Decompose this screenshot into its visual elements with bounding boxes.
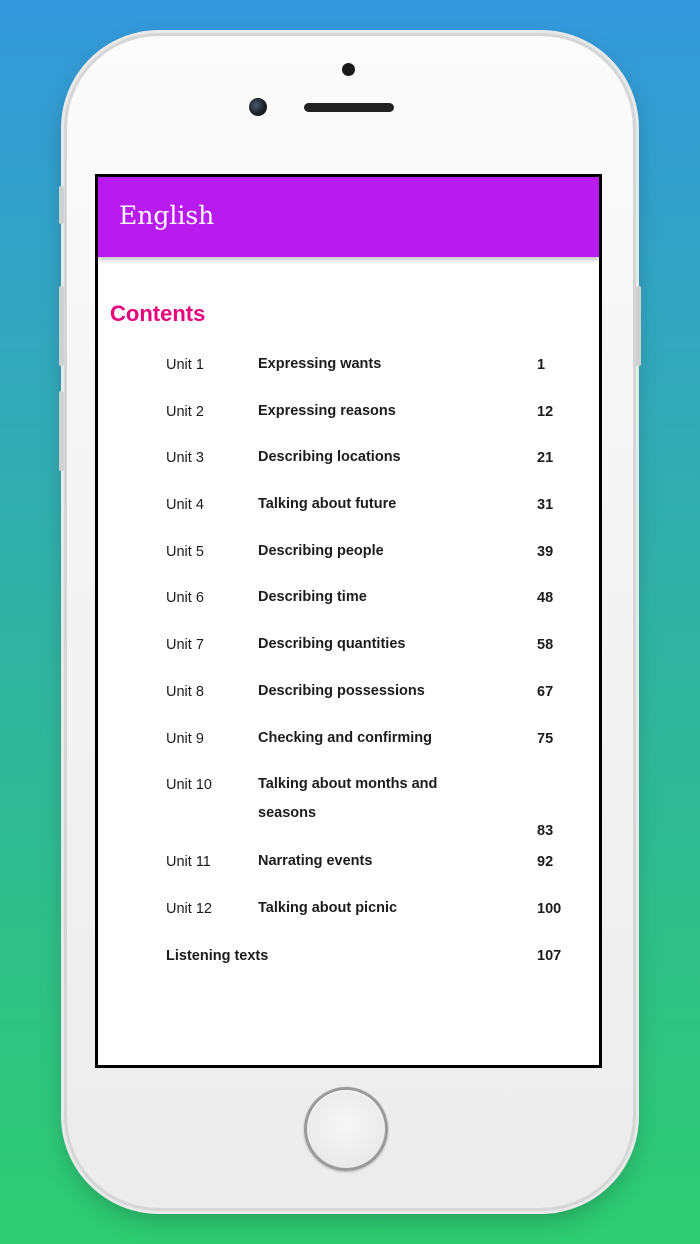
toc-row-unit-8[interactable] xyxy=(98,672,599,719)
app-screen xyxy=(95,174,602,1068)
page-number: 48 xyxy=(537,590,554,607)
unit-label: Unit 2 xyxy=(166,403,204,420)
unit-title: Describing people xyxy=(258,542,384,559)
toc-row-unit-7[interactable] xyxy=(98,625,599,672)
page-number: 67 xyxy=(537,683,554,700)
page-number: 1 xyxy=(537,357,546,373)
unit-title: Talking about future xyxy=(258,496,397,513)
front-camera-icon xyxy=(249,98,267,116)
toc-row-unit-9[interactable] xyxy=(98,719,599,766)
page-number: 75 xyxy=(537,730,554,747)
page-number: 12 xyxy=(537,403,554,420)
toc-row-listening-texts[interactable] xyxy=(98,936,599,983)
home-button[interactable] xyxy=(304,1087,388,1171)
page-number: 100 xyxy=(537,900,562,917)
unit-label: Unit 3 xyxy=(166,450,204,467)
toc-row-unit-5[interactable] xyxy=(98,532,599,579)
app-title: English xyxy=(119,201,215,230)
toc-row-unit-3[interactable] xyxy=(98,438,599,485)
toc-row-unit-6[interactable] xyxy=(98,578,599,625)
unit-label: Unit 10 xyxy=(166,777,212,794)
volume-down-button xyxy=(59,391,64,471)
volume-up-button xyxy=(59,286,64,366)
unit-label: Unit 5 xyxy=(166,543,204,560)
unit-label: Unit 4 xyxy=(166,497,204,514)
unit-title: Checking and confirming xyxy=(258,729,433,746)
page-number: 39 xyxy=(537,543,554,560)
unit-label: Unit 1 xyxy=(166,357,204,373)
unit-label: Unit 9 xyxy=(166,730,204,747)
power-button xyxy=(636,286,641,366)
toc-row-unit-12[interactable] xyxy=(98,889,599,936)
contents-heading: Contents xyxy=(110,301,206,326)
unit-label: Unit 12 xyxy=(166,900,212,917)
proximity-sensor xyxy=(342,63,355,76)
unit-label: Unit 6 xyxy=(166,590,204,607)
toc-row-unit-10[interactable] xyxy=(98,765,599,842)
earpiece-speaker xyxy=(304,103,394,112)
unit-title: Describing time xyxy=(258,589,367,606)
unit-title: Describing quantities xyxy=(258,636,406,653)
page-number: 83 xyxy=(537,823,554,840)
unit-label: Unit 7 xyxy=(166,637,204,654)
unit-label: Unit 11 xyxy=(166,854,211,871)
toc-row-unit-2[interactable] xyxy=(98,392,599,439)
unit-title: Expressing wants xyxy=(258,356,382,372)
unit-title: Narrating events xyxy=(258,853,373,870)
toc-row-unit-11[interactable] xyxy=(98,842,599,889)
listening-texts-title: Listening texts xyxy=(166,947,269,964)
toc-row-unit-4[interactable] xyxy=(98,485,599,532)
unit-title: Describing possessions xyxy=(258,682,425,699)
page-number: 92 xyxy=(537,854,554,871)
page-number: 58 xyxy=(537,637,554,654)
unit-title: Expressing reasons xyxy=(258,402,396,419)
unit-title: Talking about picnic xyxy=(258,899,398,916)
page-number: 31 xyxy=(537,497,554,514)
page-number: 107 xyxy=(537,947,562,964)
app-bar xyxy=(98,177,599,257)
toc-row-unit-1[interactable] xyxy=(98,345,599,392)
table-of-contents xyxy=(98,345,599,982)
mute-switch xyxy=(59,186,64,224)
unit-label: Unit 8 xyxy=(166,683,204,700)
unit-title: Describing locations xyxy=(258,449,401,466)
page-number: 21 xyxy=(537,450,554,467)
unit-title: Talking about months and seasons xyxy=(258,776,438,822)
